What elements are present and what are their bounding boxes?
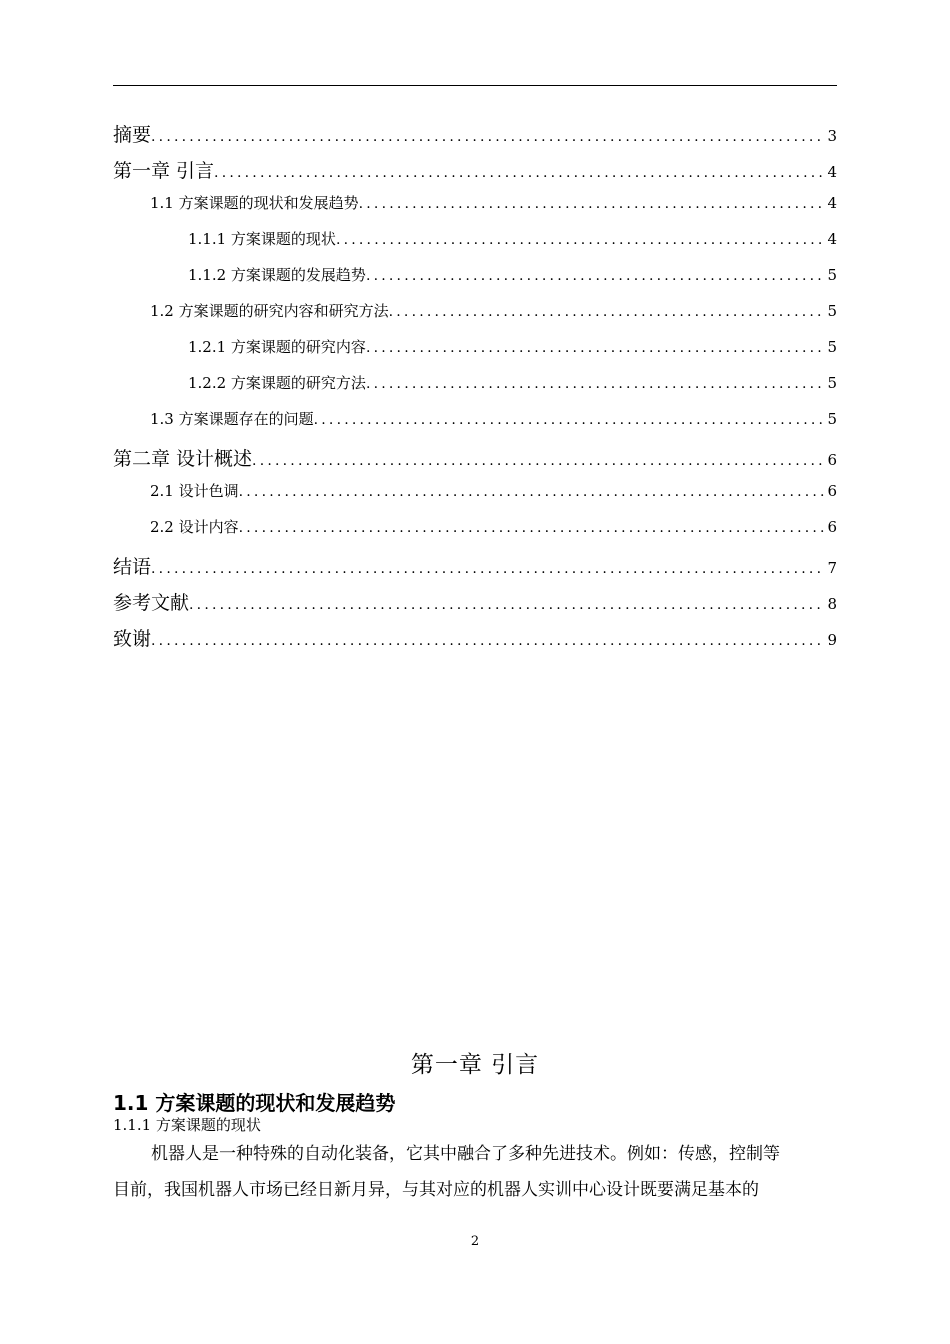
toc-entry-page: 5 <box>827 302 837 320</box>
toc-entry-title: 第二章 设计概述 <box>113 448 253 470</box>
toc-entry-page: 4 <box>827 194 837 212</box>
toc-entry-section-1-2-1[interactable] <box>113 336 837 372</box>
toc-entry-title: 第一章 引言 <box>113 160 215 182</box>
toc-dot-leader <box>359 196 826 212</box>
toc-dot-leader <box>239 520 826 536</box>
toc-entry-page: 9 <box>827 631 837 649</box>
toc-entry-page: 5 <box>827 410 837 428</box>
toc-dot-leader <box>314 412 826 428</box>
toc-entry-title: 1.1 方案课题的现状和发展趋势 <box>150 194 359 212</box>
toc-entry-page: 5 <box>827 338 837 356</box>
toc-dot-leader <box>366 376 826 392</box>
toc-entry-acknowledgements[interactable] <box>113 624 837 660</box>
toc-entry-title: 1.2.2 方案课题的研究方法 <box>188 374 366 392</box>
toc-dot-leader <box>389 304 826 320</box>
toc-entry-section-2-2[interactable] <box>113 516 837 552</box>
page-number: 2 <box>470 1234 480 1249</box>
toc-entry-abstract[interactable] <box>113 120 837 156</box>
toc-entry-page: 4 <box>827 163 837 181</box>
body-paragraph <box>113 1136 837 1208</box>
toc-dot-leader <box>366 340 826 356</box>
toc-dot-leader <box>214 165 825 181</box>
toc-entry-title: 2.1 设计色调 <box>150 482 239 500</box>
toc-dot-leader <box>239 484 826 500</box>
toc-entry-title: 2.2 设计内容 <box>150 518 239 536</box>
toc-entry-page: 3 <box>827 127 837 145</box>
toc-dot-leader <box>252 453 825 469</box>
toc-entry-page: 6 <box>827 482 837 500</box>
paragraph-line: 机器人是一种特殊的自动化装备，它其中融合了多种先进技术。例如：传感，控制等 <box>151 1144 780 1164</box>
toc-entry-title: 1.1.1 方案课题的现状 <box>188 230 336 248</box>
chapter-heading: 第一章 引言 <box>410 1052 540 1078</box>
subsection-heading: 1.1.1 方案课题的现状 <box>113 1116 261 1134</box>
toc-entry-references[interactable] <box>113 588 837 624</box>
toc-dot-leader <box>366 268 826 284</box>
paragraph-line: 目前，我国机器人市场已经日新月异，与其对应的机器人实训中心设计既要满足基本的 <box>113 1180 759 1200</box>
toc-entry-title: 1.2.1 方案课题的研究内容 <box>188 338 366 356</box>
toc-dot-leader <box>151 129 825 145</box>
toc-entry-title: 结语 <box>113 556 152 578</box>
section-heading: 1.1 方案课题的现状和发展趋势 <box>113 1091 396 1115</box>
toc-entry-title: 摘要 <box>113 124 152 146</box>
toc-entry-section-1-1-2[interactable] <box>113 264 837 300</box>
toc-dot-leader <box>336 232 826 248</box>
toc-entry-chapter-2[interactable] <box>113 444 837 480</box>
toc-entry-title: 1.3 方案课题存在的问题 <box>150 410 314 428</box>
toc-entry-section-1-2-2[interactable] <box>113 372 837 408</box>
header-rule <box>113 85 837 86</box>
toc-dot-leader <box>189 597 825 613</box>
toc-entry-section-1-1[interactable] <box>113 192 837 228</box>
toc-entry-conclusion[interactable] <box>113 552 837 588</box>
toc-entry-title: 参考文献 <box>113 592 190 614</box>
toc-entry-page: 6 <box>827 451 837 469</box>
toc-entry-title: 致谢 <box>113 628 152 650</box>
toc-entry-page: 8 <box>827 595 837 613</box>
toc-dot-leader <box>151 561 825 577</box>
toc-entry-title: 1.2 方案课题的研究内容和研究方法 <box>150 302 389 320</box>
toc-entry-page: 5 <box>827 374 837 392</box>
toc-entry-page: 6 <box>827 518 837 536</box>
toc-entry-page: 5 <box>827 266 837 284</box>
toc-entry-page: 7 <box>827 559 837 577</box>
toc-entry-title: 1.1.2 方案课题的发展趋势 <box>188 266 366 284</box>
toc-entry-chapter-1[interactable] <box>113 156 837 192</box>
toc-dot-leader <box>151 633 825 649</box>
table-of-contents <box>113 120 837 660</box>
toc-entry-page: 4 <box>827 230 837 248</box>
toc-entry-section-1-2[interactable] <box>113 300 837 336</box>
toc-entry-section-1-3[interactable] <box>113 408 837 444</box>
toc-entry-section-1-1-1[interactable] <box>113 228 837 264</box>
toc-entry-section-2-1[interactable] <box>113 480 837 516</box>
